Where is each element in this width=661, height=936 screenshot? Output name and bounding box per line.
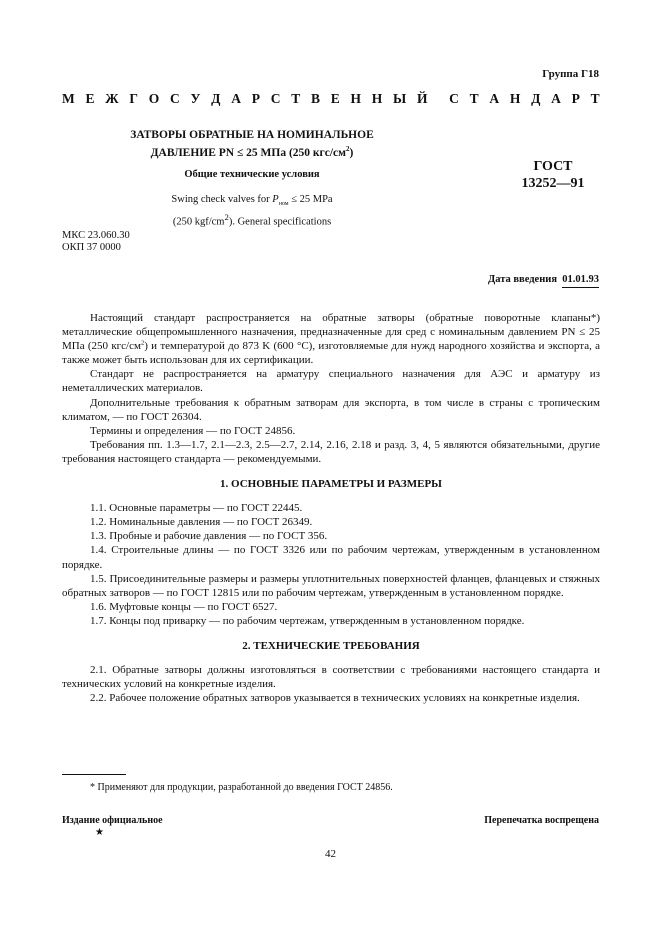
official-edition-label: Издание официальное: [62, 815, 163, 826]
clause: 1.1. Основные параметры — по ГОСТ 22445.: [90, 502, 303, 515]
banner-letter: О: [148, 91, 160, 106]
banner-letter: Д: [211, 91, 221, 106]
intro-paragraph: Термины и определения — по ГОСТ 24856.: [90, 424, 296, 437]
banner-letter: А: [551, 91, 561, 106]
banner-letter: Р: [571, 91, 580, 106]
banner-letter: В: [310, 91, 320, 106]
okp-code: ОКП 37 0000: [62, 242, 121, 253]
banner-letter: Р: [251, 91, 260, 106]
clause: 2.2. Рабочее положение обратных затворов указывается в технических условиях на конкретные изделия.: [90, 692, 580, 705]
banner-letter: Н: [350, 91, 362, 106]
footnote: * Применяют для продукции, разработанной до введения ГОСТ 24856.: [90, 782, 393, 793]
group-code: Группа Г18: [542, 68, 599, 80]
clause: 1.7. Концы под приварку — по рабочим чертежам, утвержденным в установленном порядке.: [90, 614, 525, 627]
section-2-heading: 2. ТЕХНИЧЕСКИЕ ТРЕБОВАНИЯ: [242, 639, 420, 652]
banner-letter: Н: [371, 91, 383, 106]
banner-letter: А: [231, 91, 241, 106]
banner-letter: Т: [291, 91, 301, 106]
banner-letter: Е: [85, 91, 95, 106]
banner-letter: Т: [590, 91, 600, 106]
banner-letter: Д: [531, 91, 541, 106]
banner-letter: А: [489, 91, 500, 106]
document-body: [62, 311, 600, 705]
banner-letter: Й: [417, 91, 428, 106]
intro-paragraph: Настоящий стандарт распространяется на обратные затворы (обратные поворотные клапаны*) металлические общепромышленного назначения, предназначенные для сред с номинальным давлением PN ≤ 25 МПа (250 кгс/$см^2$) и температурой до 873 K (600 °С), изготовляемые для нужд народного хозяйства и экспорта, а также может быть использован для их сертификации.: [62, 312, 600, 367]
banner-letter: С: [270, 91, 281, 106]
star-icon: ★: [95, 827, 104, 838]
section-1-heading: 1. ОСНОВНЫЕ ПАРАМЕТРЫ И РАЗМЕРЫ: [220, 478, 442, 491]
banner-letter: Ж: [105, 91, 119, 106]
document-subtitle: Общие технические условия: [184, 169, 320, 180]
banner-letter: Т: [469, 91, 479, 106]
intro-paragraph: Стандарт не распространяется на арматуру специального назначения для АЭС и арматуру из неметаллических материалов.: [62, 368, 600, 395]
interstate-standard-banner: [62, 91, 600, 107]
clause: 1.5. Присоединительные размеры и размеры уплотнительных поверхностей фланцев, фланцевых и стяжных обратных затворов — по ГОСТ 12815 или по рабочим чертежам, утвержденным в установленном порядке.: [62, 572, 600, 599]
banner-letter: Г: [129, 91, 138, 106]
banner-letter: С: [169, 91, 180, 106]
gost-number: ГОСТ 13252—91: [521, 159, 585, 191]
reprint-prohibited-label: Перепечатка воспрещена: [484, 815, 599, 826]
banner-letter: Н: [509, 91, 521, 106]
banner-letter: Е: [330, 91, 340, 106]
clause: 1.3. Пробные и рабочие давления — по ГОСТ 356.: [90, 530, 328, 543]
mks-code: МКС 23.060.30: [62, 230, 130, 241]
clause: 1.6. Муфтовые концы — по ГОСТ 6527.: [90, 600, 278, 613]
intro-paragraph: Дополнительные требования к обратным затворам для экспорта, в том числе в страны с тропическим климатом, — по ГОСТ 26304.: [62, 396, 600, 423]
title-line-2: ДАВЛЕНИЕ PN ≤ 25 МПа (250 кгс/$см^2$): [150, 145, 354, 159]
title-line-1: ЗАТВОРЫ ОБРАТНЫЕ НА НОМИНАЛЬНОЕ: [130, 129, 374, 141]
banner-letter: С: [449, 91, 459, 106]
banner-letter: Ы: [393, 91, 407, 106]
introduction-date: Дата введения 01.01.93: [488, 274, 599, 285]
intro-paragraph: Требования пп. 1.3—1.7, 2.1—2.3, 2.5—2.7, 2.14, 2.16, 2.18 и разд. 3, 4, 5 являются обязательными, другие требования настоящего стандарта — рекомендуемыми.: [62, 438, 600, 465]
clause: 1.4. Строительные длины — по ГОСТ 3326 или по рабочим чертежам, утвержденным в установленном порядке.: [62, 544, 600, 571]
clause: 1.2. Номинальные давления — по ГОСТ 26349.: [90, 516, 313, 529]
banner-letter: У: [190, 91, 201, 106]
banner-letter: М: [62, 91, 75, 106]
footnote-divider: [62, 774, 126, 775]
page-number: 42: [325, 848, 336, 860]
document-title: [64, 128, 440, 160]
english-title: Swing check valves for $P_{ном} \le 25$ MPa (250 kgf/$cm^2$). General specifications: [171, 194, 333, 228]
clause: 2.1. Обратные затворы должны изготовляться в соответствии с требованиями настоящего стандарта и технических условий на конкретные изделия.: [62, 664, 600, 691]
classification-codes: [62, 230, 130, 254]
